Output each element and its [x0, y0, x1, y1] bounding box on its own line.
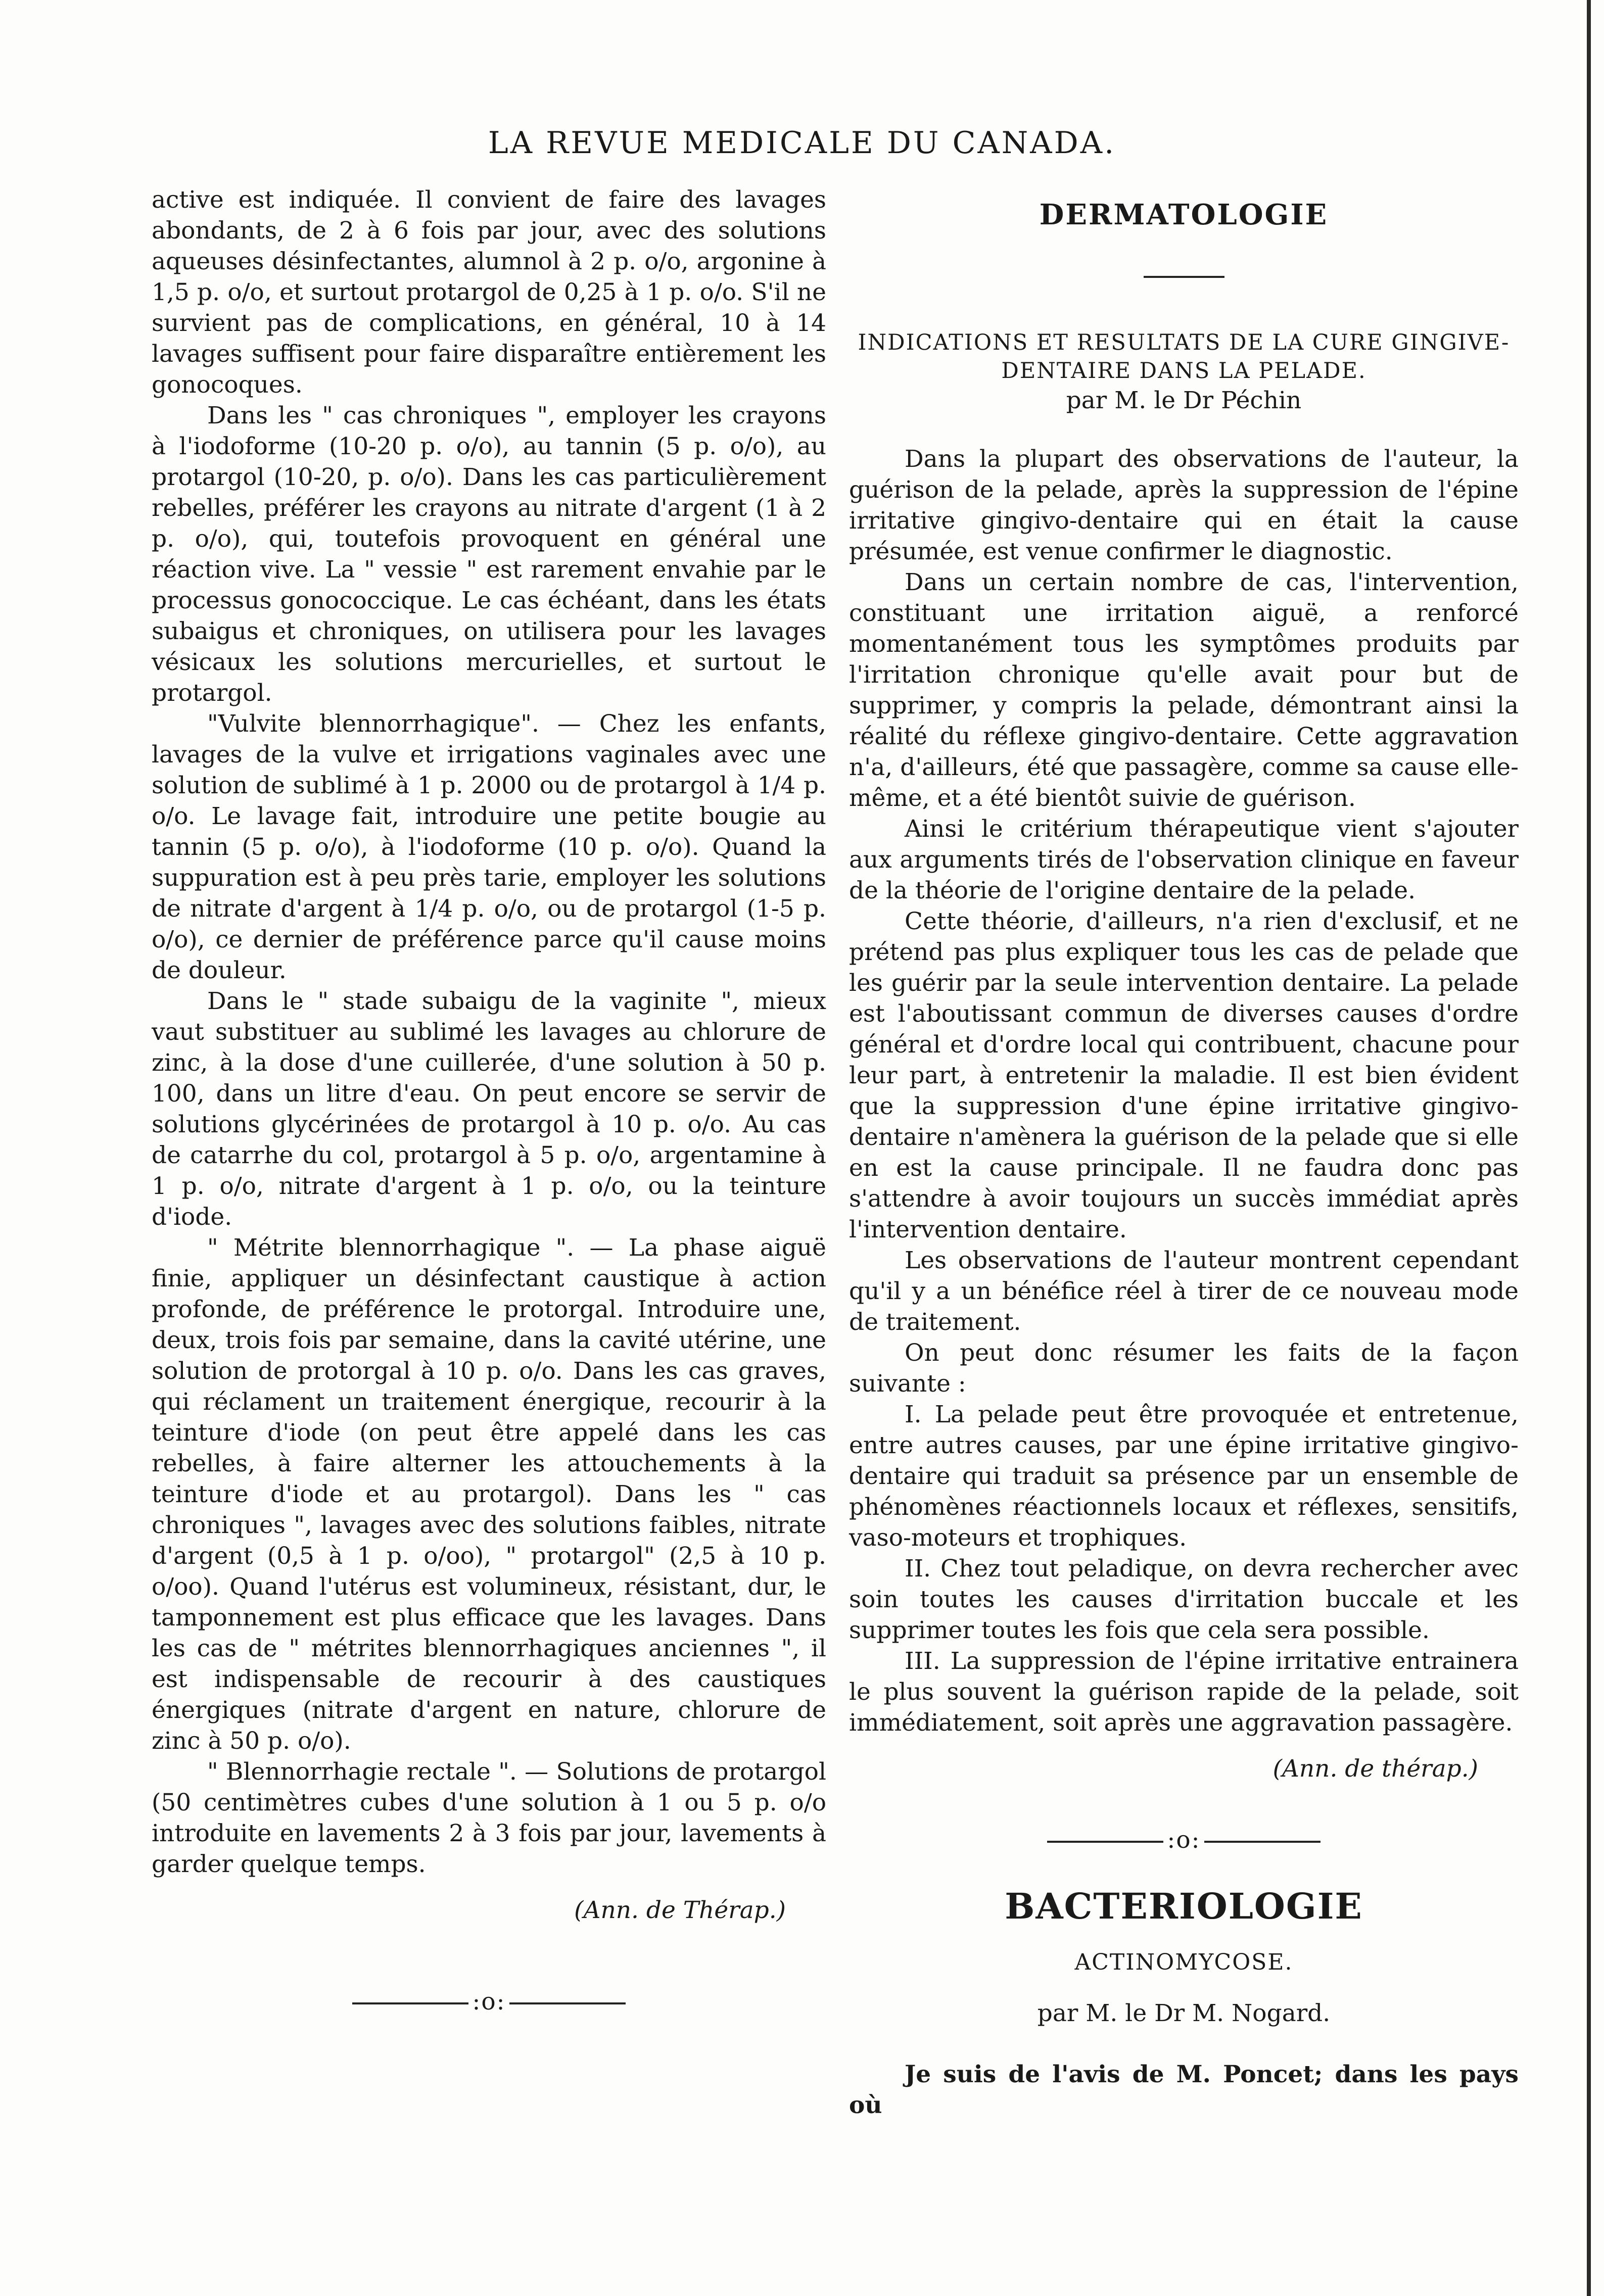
- paragraph: On peut donc résumer les faits de la façon suivante :: [849, 1339, 1519, 1398]
- right-column: [849, 200, 1519, 2121]
- source-citation: (Ann. de Thérap.): [574, 1896, 786, 1924]
- paragraph: III. La suppression de l'épine irritative entrainera le plus souvent la guérison rapide de la pelade, soit immédiatement, soit après une aggravation passagère.: [849, 1647, 1519, 1737]
- paragraph: I. La pelade peut être provoquée et entretenue, entre autres causes, par une épine irritative gingivo-dentaire qui traduit sa présence par un ensemble de phénomènes réactionnels locaux et réflexes, sensitifs, vaso-moteurs et trophiques.: [849, 1401, 1519, 1552]
- source-citation: (Ann. de thérap.): [1272, 1755, 1478, 1783]
- section-separator: :o:: [849, 1825, 1519, 1855]
- article-title-actinomycose: ACTINOMYCOSE.: [1074, 1949, 1293, 1975]
- paragraph: active est indiquée. Il convient de faire des lavages abondants, de 2 à 6 fois par jour, avec des solutions aqueuses désinfectantes, alumnol à 2 p. o/o, argonine à 1,5 p. o/o, et surtout protargol de 0,25 à 1 p. o/o. S'il ne survient pas de complications, en général, 10 à 14 lavages suffisent pour faire disparaître entièrement les gonocoques.: [152, 186, 826, 399]
- paragraph: Dans la plupart des observations de l'auteur, la guérison de la pelade, après la suppression de l'épine irritative gingivo-dentaire qui en était la cause présumée, est venue confirmer le diagnostic.: [849, 445, 1519, 565]
- paragraph: Dans le " stade subaigu de la vaginite ", mieux vaut substituer au sublimé les lavages au chlorure de zinc, à la dose d'une cuillerée, d'une solution à 50 p. 100, dans un litre d'eau. On peut encore se servir de solutions glycérinées de protargol à 10 p. o/o. Au cas de catarrhe du col, protargol à 5 p. o/o, argentamine à 1 p. o/o, nitrate d'argent à 1 p. o/o, ou la teinture d'iode.: [152, 987, 826, 1231]
- article-byline: par M. le Dr Péchin: [1066, 387, 1302, 414]
- article-byline: par M. le Dr M. Nogard.: [1037, 1999, 1331, 2027]
- left-column: [152, 184, 826, 2017]
- paragraph: Cette théorie, d'ailleurs, n'a rien d'exclusif, et ne prétend pas plus expliquer tous les cas de pelade que les guérir par la seule intervention dentaire. La pelade est l'aboutissant commun de diverses causes d'ordre général et d'ordre local qui contribuent, chacune pour leur part, à entretenir la maladie. Il est bien évident que la suppression d'une épine irritative gingivo-dentaire n'amènera la guérison de la pelade que si elle en est la cause principale. Il ne faudra donc pas s'attendre à avoir toujours un succès immédiat après l'intervention dentaire.: [849, 907, 1519, 1243]
- paragraph: Dans un certain nombre de cas, l'intervention, constituant une irritation aiguë, a renforcé momentanément tous les symptômes produits par l'irritation chronique qu'elle avait pour but de supprimer, y compris la pelade, démontrant ainsi la réalité du réflexe gingivo-dentaire. Cette aggravation n'a, d'ailleurs, été que passagère, comme sa cause elle-même, et a été bientôt suivie de guérison.: [849, 568, 1519, 812]
- paragraph: Je suis de l'avis de M. Poncet; dans les pays où: [849, 2061, 1519, 2119]
- paragraph: Dans les " cas chroniques ", employer les crayons à l'iodoforme (10-20 p. o/o), au tannin (5 p. o/o), au protargol (10-20, p. o/o). Dans les cas particulièrement rebelles, préférer les crayons au nitrate d'argent (1 à 2 p. o/o), qui, toutefois provoquent en général une réaction vive. La " vessie " est rarement envahie par le processus gonococcique. Le cas échéant, dans les états subaigus et chroniques, on utilisera pour les lavages vésicaux les solutions mercurielles, et surtout le protargol.: [152, 402, 826, 707]
- title-rule: [1144, 276, 1224, 278]
- paragraph: " Blennorrhagie rectale ". — Solutions de protargol (50 centimètres cubes d'une solution à 1 ou 5 p. o/o introduite en lavements 2 à 3 fois par jour, lavements à garder quelque temps.: [152, 1758, 826, 1878]
- paragraph: Les observations de l'auteur montrent cependant qu'il y a un bénéfice réel à tirer de ce nouveau mode de traitement.: [849, 1247, 1519, 1336]
- page-edge-line: [1587, 0, 1591, 2296]
- paragraph: II. Chez tout peladique, on devra rechercher avec soin toutes les causes d'irritation buccale et les supprimer toutes les fois que cela sera possible.: [849, 1555, 1519, 1644]
- section-title-bacteriologie: BACTERIOLOGIE: [1005, 1885, 1363, 1927]
- paragraph: "Vulvite blennorrhagique". — Chez les enfants, lavages de la vulve et irrigations vaginales avec une solution de sublimé à 1 p. 2000 ou de protargol à 1/4 p. o/o. Le lavage fait, introduire une petite bougie au tannin (5 p. o/o), à l'iodoforme (10 p. o/o). Quand la suppuration est à peu près tarie, employer les solutions de nitrate d'argent à 1/4 p. o/o, ou de protargol (1-5 p. o/o), ce dernier de préférence parce qu'il cause moins de douleur.: [152, 710, 826, 984]
- article-title: INDICATIONS ET RESULTATS DE LA CURE GINGIVE-DENTAIRE DANS LA PELADE.: [858, 330, 1510, 384]
- paragraph: " Métrite blennorrhagique ". — La phase aiguë finie, appliquer un désinfectant caustique à action profonde, de préférence le protorgal. Introduire une, deux, trois fois par semaine, dans la cavité utérine, une solution de protorgal à 10 p. o/o. Dans les cas graves, qui réclament un traitement énergique, recourir à la teinture d'iode (on peut être appelé dans les cas rebelles, à faire alterner les attouchements à la teinture d'iode et au protargol). Dans les " cas chroniques ", lavages avec des solutions faibles, nitrate d'argent (0,5 à 1 p. o/oo), " protargol" (2,5 à 10 p. o/oo). Quand l'utérus est volumineux, résistant, dur, le tamponnement est plus efficace que les lavages. Dans les cas de " métrites blennorrhagiques anciennes ", il est indispensable de recourir à des caustiques énergiques (nitrate d'argent en nature, chlorure de zinc à 50 p. o/o).: [152, 1234, 826, 1755]
- section-title: DERMATOLOGIE: [1039, 198, 1329, 231]
- section-separator: :o:: [152, 1986, 826, 2017]
- running-header: LA REVUE MEDICALE DU CANADA.: [488, 125, 1116, 161]
- paragraph: Ainsi le critérium thérapeutique vient s'ajouter aux arguments tirés de l'observation clinique en faveur de la théorie de l'origine dentaire de la pelade.: [849, 815, 1519, 904]
